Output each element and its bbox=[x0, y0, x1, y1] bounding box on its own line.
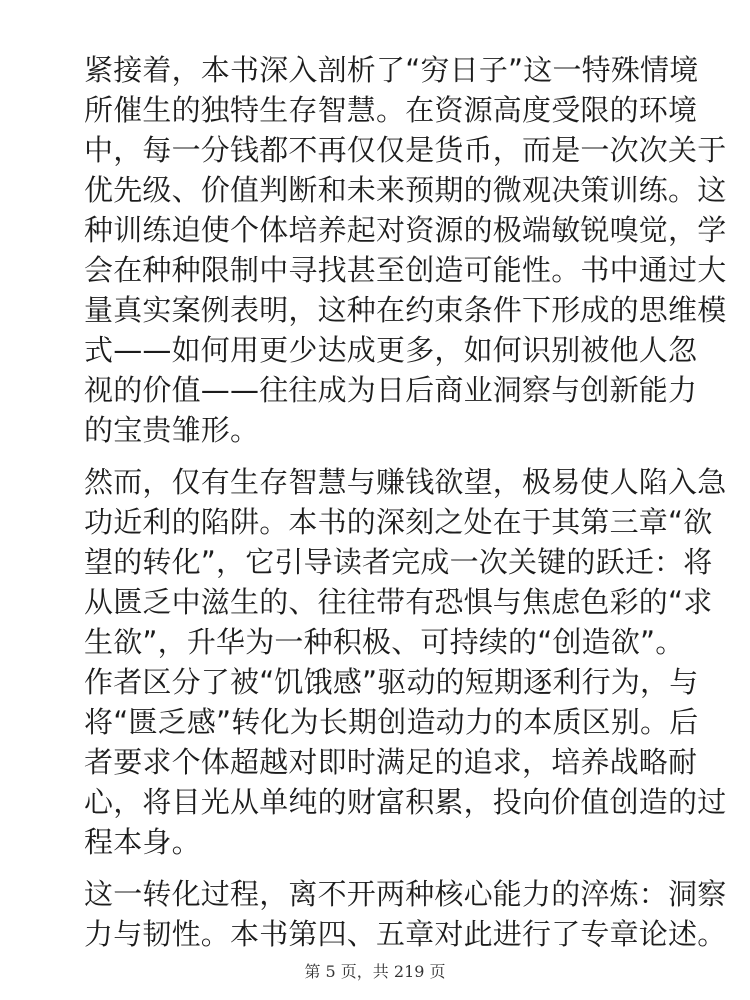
text-line: 从匮乏中滋生的、往往带有恐惧与焦虑色彩的“求 bbox=[84, 585, 713, 619]
text-line: 心，将目光从单纯的财富积累，投向价值创造的过 bbox=[84, 785, 727, 819]
text-line: 会在种种限制中寻找甚至创造可能性。书中通过大 bbox=[84, 253, 727, 287]
text-line: 的宝贵雏形。 bbox=[84, 413, 260, 447]
text-line: 功近利的陷阱。本书的深刻之处在于其第三章“欲 bbox=[84, 505, 713, 539]
text-line: 视的价值——往往成为日后商业洞察与创新能力 bbox=[84, 373, 698, 407]
body-text bbox=[84, 50, 727, 954]
text-line: 紧接着，本书深入剖析了“穷日子”这一特殊情境 bbox=[84, 53, 699, 87]
text-line: 将“匮乏感”转化为长期创造动力的本质区别。后 bbox=[84, 705, 699, 739]
text-line: 种训练迫使个体培养起对资源的极端敏锐嗅觉，学 bbox=[84, 213, 727, 247]
text-line: 这一转化过程，离不开两种核心能力的淬炼：洞察 bbox=[84, 877, 727, 911]
paragraph-2 bbox=[84, 462, 727, 862]
text-line: 程本身。 bbox=[84, 825, 201, 859]
text-line: 然而，仅有生存智慧与赚钱欲望，极易使人陷入急 bbox=[84, 465, 727, 499]
text-line: 所催生的独特生存智慧。在资源高度受限的环境 bbox=[84, 93, 698, 127]
paragraph-1 bbox=[84, 50, 727, 450]
text-line: 生欲”，升华为一种积极、可持续的“创造欲”。 bbox=[84, 625, 685, 659]
page-number: 第 5 页，共 219 页 bbox=[304, 962, 446, 981]
text-line: 式——如何用更少达成更多，如何识别被他人忽 bbox=[84, 333, 698, 367]
text-line: 望的转化”，它引导读者完成一次关键的跃迁：将 bbox=[84, 545, 713, 579]
text-line: 作者区分了被“饥饿感”驱动的短期逐利行为，与 bbox=[84, 665, 699, 699]
text-line: 优先级、价值判断和未来预期的微观决策训练。这 bbox=[84, 173, 727, 207]
text-line: 量真实案例表明，这种在约束条件下形成的思维模 bbox=[84, 293, 727, 327]
text-line: 中，每一分钱都不再仅仅是货币，而是一次次关于 bbox=[84, 133, 727, 167]
text-line: 力与韧性。本书第四、五章对此进行了专章论述。 bbox=[84, 917, 727, 951]
text-line: 者要求个体超越对即时满足的追求，培养战略耐 bbox=[84, 745, 698, 779]
paragraph-3 bbox=[84, 874, 727, 954]
